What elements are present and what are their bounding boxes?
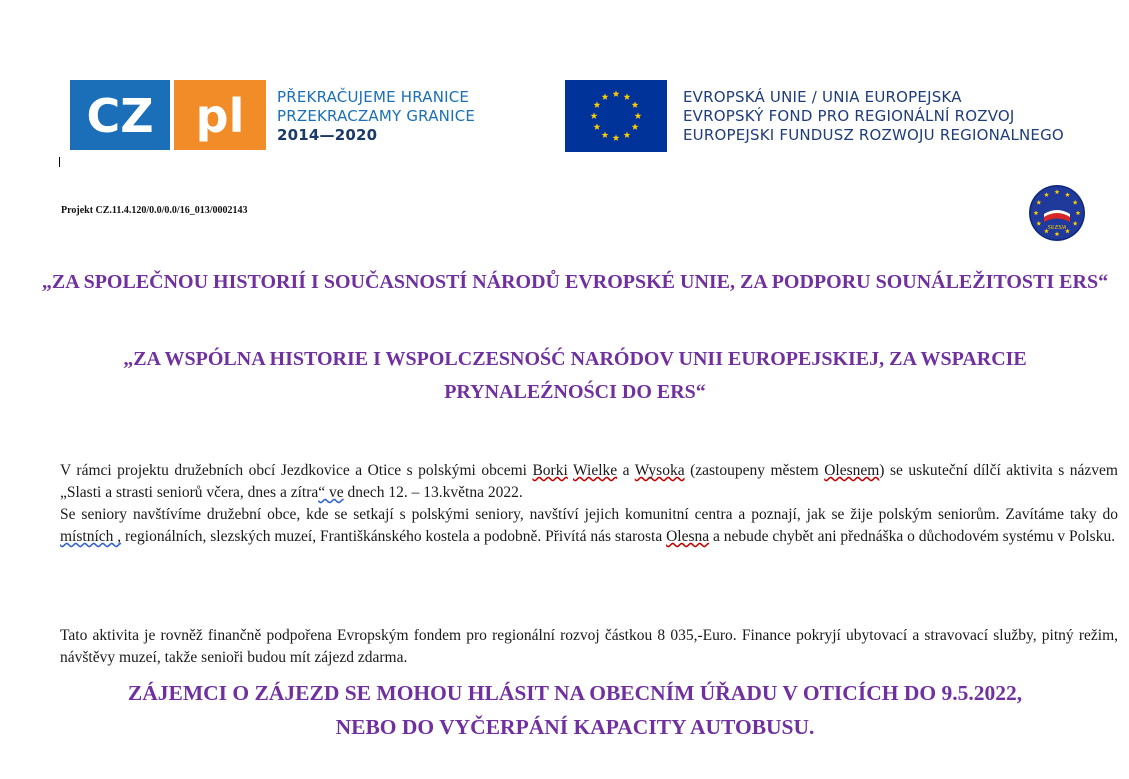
- spell-flag-olesna: Olesna: [666, 528, 710, 545]
- eu-flag-logo: [565, 80, 667, 152]
- spell-flag-wielke: Wielke: [573, 462, 618, 479]
- grammar-flag-quote-ve: “ ve: [318, 484, 344, 501]
- cz-pl-logo: [70, 80, 266, 150]
- cz-pl-logo-caption: [277, 88, 475, 145]
- cz-pl-years: 2014—2020: [277, 126, 378, 144]
- svg-text:SILESIA: SILESIA: [1047, 225, 1067, 231]
- eu-line-union: EVROPSKÁ UNIE / UNIA EUROPEJSKA: [683, 88, 962, 106]
- registration-call-to-action: [30, 676, 1120, 744]
- spell-flag-borki: Borki: [532, 462, 568, 479]
- cz-pl-line-pl: PRZEKRACZAMY GRANICE: [277, 107, 476, 125]
- headline-czech: „ZA SPOLEČNOU HISTORIÍ I SOUČASNOSTÍ NÁRODŮ EVROPSKÉ UNIE, ZA PODPORU SOUNÁLEŽITOSTI ERS“: [41, 271, 1109, 293]
- body-paragraph-1: V rámci projektu družebních obcí Jezdkovice a Otice s polskými obcemi Borki Wielke a Wysoka (zastoupeny městem Olesnem) se uskuteční dílčí aktivita s názvem „Slasti a strasti seniorů včera, dnes a zítra“ ve dnech 12. – 13.května 2022. Se seniory navštívíme družební obce, kde se setkají s polskými seniory, navštíví jejich komunitní centra a poznají, jak se žije polským seniorům. Zavítáme taky do místních , regionálních, slezských muzeí, Františkánského kostela a podobně. Přivítá nás starosta Olesna a nebude chybět ani přednáška o důchodovém systému v Polsku.: [60, 462, 1118, 545]
- silesia-seal-logo: [1028, 184, 1086, 242]
- eu-line-fund-cz: EVROPSKÝ FOND PRO REGIONÁLNÍ ROZVOJ: [683, 107, 1015, 125]
- cz-pl-line-cz: PŘEKRAČUJEME HRANICE: [277, 88, 470, 106]
- spell-flag-wysoka: Wysoka: [634, 462, 685, 479]
- grammar-flag-mistnich: místních ,: [60, 528, 122, 545]
- eu-line-fund-pl: EUROPEJSKI FUNDUSZ ROZWOJU REGIONALNEGO: [683, 126, 1064, 144]
- eu-logo-caption: [683, 88, 1064, 145]
- body-paragraph-2: Tato aktivita je rovněž finančně podpořena Evropským fondem pro regionální rozvoj částkou 8 035,-Euro. Finance pokryjí ubytovací a stravovací služby, pitný režim, návštěvy muzeí, takže senioři budou mít zájezd zdarma.: [60, 627, 1118, 666]
- pl-mark: PL: [195, 89, 245, 143]
- spell-flag-olesnem: Olesnem: [824, 462, 880, 479]
- text-cursor: [59, 157, 60, 167]
- cz-mark: CZ: [86, 89, 154, 143]
- cta-line-2: NEBO DO VYČERPÁNÍ KAPACITY AUTOBUSU.: [335, 715, 815, 739]
- headline-polish: „ZA WSPÓLNA HISTORIE I WSPOLCZESNOŚĆ NARÓDOV UNII EUROPEJSKIEJ, ZA WSPARCIE PRYNALEŹNOŚCI DO ERS“: [123, 348, 1027, 403]
- project-number: Projekt CZ.11.4.120/0.0/0.0/16_013/0002143: [61, 205, 248, 216]
- cta-line-1: ZÁJEMCI O ZÁJEZD SE MOHOU HLÁSIT NA OBECNÍM ÚŘADU V OTICÍCH DO 9.5.2022,: [127, 681, 1023, 705]
